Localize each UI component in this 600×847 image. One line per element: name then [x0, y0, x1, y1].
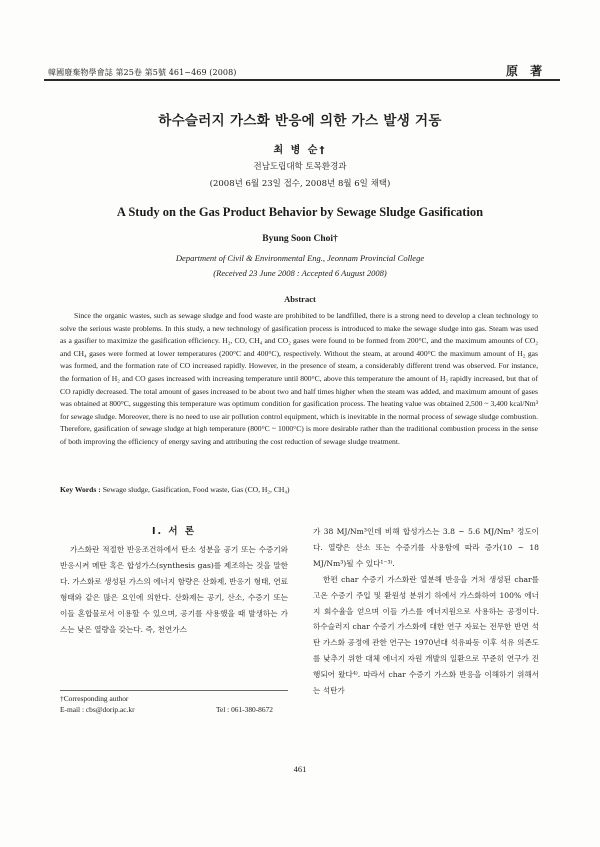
english-author: Byung Soon Choi†	[262, 234, 338, 244]
korean-received-date: (2008년 6월 23일 접수, 2008년 8월 6일 채택)	[209, 179, 391, 189]
korean-title: 하수슬러지 가스화 반응에 의한 가스 발생 거동	[158, 113, 442, 129]
english-title: A Study on the Gas Product Behavior by Sewage Sludge Gasification	[116, 205, 484, 219]
footnote-mark: †Corresponding author	[60, 694, 129, 703]
intro-paragraph-1: 가스화란 적절한 반응조건하에서 탄소 성분을 공기 또는 수증기와 반응시켜 메탄 혹은 합성가스(synthesis gas)를 제조하는 것을 말한다. 가스화로 생성된 가스의 에너지 함량은 산화제, 반응기 형태, 연료 형태와 같은 많은 요인에 의한다. 산화제는 공기, 산소, 수증기 또는 이들 혼합물로서 이용할 수 있으며, 공기를 사용했을 때 발생하는 가스는 낮은 열량을 갖는다. 즉, 천연가스	[60, 545, 288, 634]
footnote-telephone: Tel : 061-380-8672	[216, 704, 273, 714]
abstract-text: Since the organic wastes, such as sewage sludge and food waste are prohibited to be landfilled, there is a strong need to develop a clean technology to solve the serious waste problems. In this study, a new technology of gasification process is introduced to make the sewage sludge into gas. Steam was used as a gasifier to maximize the gasification efficiency. H₂, CO, CH₄ and CO₂ gases were found to be formed from 200°C, and the maximum amounts of CO₂ and CH₄ gases were formed at lower temperatures (200°C and 400°C), respectively. Without the steam, at around 400°C the maximum amount of H₂ gas was formed, and the formation rate of CO increased rapidly. However, in the presence of steam, a considerably different trend was observed. For instance, the formation of H₂ and CO gases increased with increasing temperature until 800°C, above this temperature the amount of H₂ rapidly increased, but that of CO rapidly decreased. The total amount of gases increased to be about two and half times higher when the steam was added, and maximum amount of gases was obtained at 800°C, suggesting this temperature was optimum condition for gasification process. The heating value was obtained 2,500 ~ 3,400 kcal/Nm³ for sewage sludge. Moreover, there is no need to use air pollution control equipment, which is inevitable in the normal process of sewage sludge combustion. Therefore, gasification of sewage sludge at high temperature (800°C ~ 1000°C) is more desirable rather than the traditional combustion process in the sense of both improving the efficiency of energy saving and attributing the cost reduction of sewage sludge treatment.	[60, 311, 538, 446]
keywords	[60, 485, 538, 494]
korean-affiliation: 전남도립대학 토목환경과	[253, 162, 347, 172]
corresponding-author-footnote	[60, 694, 288, 715]
body-column-left	[60, 542, 288, 637]
korean-author: 최 병 순†	[273, 145, 327, 156]
article-type-label: 原 著	[506, 64, 547, 78]
section-title-introduction: I. 서 론	[151, 526, 197, 537]
keywords-label: Key Words :	[60, 485, 101, 494]
abstract-body	[60, 310, 538, 449]
intro-paragraph-1-continued: 가 38 MJ/Nm³인데 비해 합성가스는 3.8 ~ 5.6 MJ/Nm³ 정도이다. 열량은 산소 또는 수증기를 사용함에 따라 증가(10 ~ 18 MJ/Nm³)될 수 있다¹⁻³⁾.	[313, 527, 539, 568]
body-column-right	[313, 524, 539, 699]
intro-paragraph-2: 한편 char 수증기 가스화란 열분해 반응을 거쳐 생성된 char를 고온 수증기 주입 및 환원성 분위기 하에서 가스화하여 100% 에너지 회수율을 얻으며 이들 가스를 에너지원으로 사용하는 공정이다. 하수슬러지 char 수증기 가스화에 대한 연구 자료는 전무한 반면 석탄 가스화 공정에 관한 연구는 1970년대 석유파동 이후 석유 의존도를 낮추기 위한 대체 에너지 자원 개발의 일환으로 꾸준히 연구가 진행되어 왔다⁴⁾. 따라서 char 수증기 가스화 반응을 이해하기 위해서는 석탄가	[313, 574, 539, 696]
abstract-heading: Abstract	[284, 294, 316, 304]
keywords-text: Sewage sludge, Gasification, Food waste, Gas (CO, H₂, CH₄)	[102, 485, 290, 494]
footnote-rule	[60, 690, 288, 691]
english-department: Department of Civil & Environmental Eng., Jeonnam Provincial College	[175, 253, 425, 263]
footnote-email: E-mail : cbs@dorip.ac.kr	[60, 704, 135, 714]
header-rule	[44, 79, 560, 81]
page-number: 461	[293, 764, 307, 774]
journal-citation: 韓國廢棄物學會誌 第25卷 第5號 461~469 (2008)	[48, 68, 237, 77]
english-received-date: (Received 23 June 2008 : Accepted 6 August 2008)	[213, 268, 387, 278]
